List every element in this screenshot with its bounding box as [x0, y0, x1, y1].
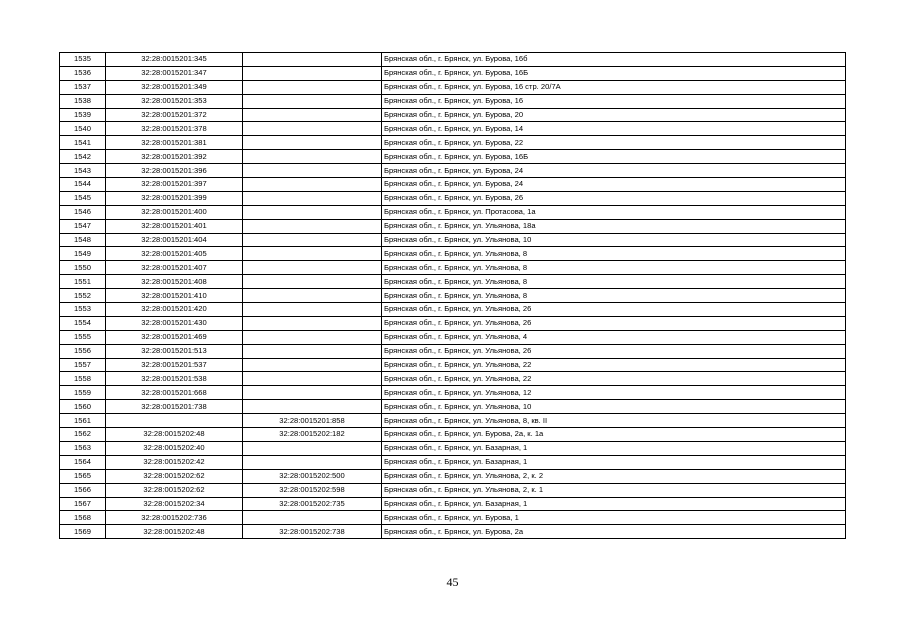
address-cell: Брянская обл., г. Брянск, ул. Бурова, 2а, к. 1а [382, 428, 846, 442]
premises-cadastral-number-cell [243, 441, 382, 455]
table-row [60, 261, 846, 275]
cadastral-number-cell: 32:28:0015201:405 [106, 247, 243, 261]
row-number-cell: 1556 [60, 344, 106, 358]
table-row [60, 386, 846, 400]
table-row [60, 233, 846, 247]
address-cell: Брянская обл., г. Брянск, ул. Бурова, 16 стр. 20/7А [382, 80, 846, 94]
address-cell: Брянская обл., г. Брянск, ул. Ульянова, 26 [382, 344, 846, 358]
premises-cadastral-number-cell [243, 122, 382, 136]
row-number-cell: 1539 [60, 108, 106, 122]
row-number-cell: 1535 [60, 53, 106, 67]
cadastral-number-cell: 32:28:0015202:62 [106, 469, 243, 483]
premises-cadastral-number-cell: 32:28:0015202:738 [243, 525, 382, 539]
row-number-cell: 1566 [60, 483, 106, 497]
table-row [60, 191, 846, 205]
table-row [60, 428, 846, 442]
address-cell: Брянская обл., г. Брянск, ул. Базарная, 1 [382, 455, 846, 469]
row-number-cell: 1559 [60, 386, 106, 400]
address-cell: Брянская обл., г. Брянск, ул. Ульянова, 8 [382, 289, 846, 303]
cadastral-number-cell: 32:28:0015201:347 [106, 66, 243, 80]
cadastral-number-cell: 32:28:0015201:399 [106, 191, 243, 205]
address-cell: Брянская обл., г. Брянск, ул. Ульянова, 8 [382, 275, 846, 289]
table-row [60, 316, 846, 330]
table-row [60, 289, 846, 303]
premises-cadastral-number-cell [243, 400, 382, 414]
address-cell: Брянская обл., г. Брянск, ул. Ульянова, 10 [382, 400, 846, 414]
row-number-cell: 1536 [60, 66, 106, 80]
premises-cadastral-number-cell [243, 191, 382, 205]
cadastral-number-cell: 32:28:0015201:372 [106, 108, 243, 122]
table-row [60, 219, 846, 233]
cadastral-number-cell: 32:28:0015201:397 [106, 178, 243, 192]
cadastral-number-cell: 32:28:0015202:62 [106, 483, 243, 497]
table-row [60, 330, 846, 344]
address-cell: Брянская обл., г. Брянск, ул. Бурова, 1 [382, 511, 846, 525]
cadastral-number-cell: 32:28:0015201:378 [106, 122, 243, 136]
table-row [60, 400, 846, 414]
premises-cadastral-number-cell [243, 386, 382, 400]
row-number-cell: 1565 [60, 469, 106, 483]
row-number-cell: 1547 [60, 219, 106, 233]
row-number-cell: 1537 [60, 80, 106, 94]
address-cell: Брянская обл., г. Брянск, ул. Ульянова, 26 [382, 316, 846, 330]
row-number-cell: 1545 [60, 191, 106, 205]
premises-cadastral-number-cell [243, 164, 382, 178]
premises-cadastral-number-cell [243, 303, 382, 317]
premises-cadastral-number-cell [243, 358, 382, 372]
address-cell: Брянская обл., г. Брянск, ул. Базарная, 1 [382, 441, 846, 455]
table-row [60, 344, 846, 358]
table-row [60, 483, 846, 497]
cadastral-number-cell: 32:28:0015201:407 [106, 261, 243, 275]
cadastral-number-cell: 32:28:0015201:392 [106, 150, 243, 164]
address-cell: Брянская обл., г. Брянск, ул. Бурова, 14 [382, 122, 846, 136]
table-row [60, 94, 846, 108]
address-cell: Брянская обл., г. Брянск, ул. Бурова, 16Б [382, 66, 846, 80]
table-row [60, 455, 846, 469]
premises-cadastral-number-cell [243, 372, 382, 386]
table-row [60, 525, 846, 539]
table-row [60, 178, 846, 192]
premises-cadastral-number-cell [243, 178, 382, 192]
address-cell: Брянская обл., г. Брянск, ул. Ульянова, 2, к. 2 [382, 469, 846, 483]
premises-cadastral-number-cell [243, 233, 382, 247]
cadastral-number-cell: 32:28:0015201:349 [106, 80, 243, 94]
row-number-cell: 1546 [60, 205, 106, 219]
address-cell: Брянская обл., г. Брянск, ул. Протасова, 1а [382, 205, 846, 219]
address-cell: Брянская обл., г. Брянск, ул. Бурова, 24 [382, 178, 846, 192]
table-row [60, 303, 846, 317]
cadastral-number-cell: 32:28:0015201:353 [106, 94, 243, 108]
address-cell: Брянская обл., г. Брянск, ул. Ульянова, 8 [382, 261, 846, 275]
address-cell: Брянская обл., г. Брянск, ул. Ульянова, 10 [382, 233, 846, 247]
premises-cadastral-number-cell: 32:28:0015202:598 [243, 483, 382, 497]
cadastral-number-cell: 32:28:0015201:400 [106, 205, 243, 219]
table-row [60, 441, 846, 455]
row-number-cell: 1557 [60, 358, 106, 372]
table-row [60, 372, 846, 386]
address-cell: Брянская обл., г. Брянск, ул. Бурова, 16 [382, 94, 846, 108]
row-number-cell: 1542 [60, 150, 106, 164]
cadastral-number-cell: 32:28:0015201:381 [106, 136, 243, 150]
table-row [60, 108, 846, 122]
cadastral-number-cell: 32:28:0015201:668 [106, 386, 243, 400]
address-cell: Брянская обл., г. Брянск, ул. Ульянова, 18а [382, 219, 846, 233]
premises-cadastral-number-cell [243, 344, 382, 358]
address-cell: Брянская обл., г. Брянск, ул. Бурова, 2а [382, 525, 846, 539]
row-number-cell: 1558 [60, 372, 106, 386]
table-row [60, 205, 846, 219]
table-row [60, 497, 846, 511]
premises-cadastral-number-cell [243, 511, 382, 525]
cadastral-number-cell: 32:28:0015201:408 [106, 275, 243, 289]
table-row [60, 511, 846, 525]
premises-cadastral-number-cell [243, 275, 382, 289]
table-row [60, 164, 846, 178]
cadastral-number-cell: 32:28:0015201:430 [106, 316, 243, 330]
row-number-cell: 1549 [60, 247, 106, 261]
premises-cadastral-number-cell [243, 316, 382, 330]
address-cell: Брянская обл., г. Брянск, ул. Ульянова, 8, кв. II [382, 414, 846, 428]
cadastral-number-cell: 32:28:0015202:40 [106, 441, 243, 455]
cadastral-number-cell: 32:28:0015201:401 [106, 219, 243, 233]
cadastral-number-cell: 32:28:0015201:420 [106, 303, 243, 317]
premises-cadastral-number-cell [243, 80, 382, 94]
cadastral-number-cell: 32:28:0015201:345 [106, 53, 243, 67]
row-number-cell: 1564 [60, 455, 106, 469]
premises-cadastral-number-cell: 32:28:0015202:182 [243, 428, 382, 442]
cadastral-number-cell: 32:28:0015201:538 [106, 372, 243, 386]
table-row [60, 122, 846, 136]
row-number-cell: 1555 [60, 330, 106, 344]
registry-table [59, 52, 846, 539]
premises-cadastral-number-cell [243, 108, 382, 122]
row-number-cell: 1554 [60, 316, 106, 330]
row-number-cell: 1560 [60, 400, 106, 414]
row-number-cell: 1563 [60, 441, 106, 455]
address-cell: Брянская обл., г. Брянск, ул. Ульянова, 12 [382, 386, 846, 400]
table-row [60, 150, 846, 164]
row-number-cell: 1540 [60, 122, 106, 136]
cadastral-number-cell: 32:28:0015201:537 [106, 358, 243, 372]
address-cell: Брянская обл., г. Брянск, ул. Базарная, 1 [382, 497, 846, 511]
row-number-cell: 1541 [60, 136, 106, 150]
row-number-cell: 1543 [60, 164, 106, 178]
cadastral-number-cell: 32:28:0015201:469 [106, 330, 243, 344]
table-row [60, 80, 846, 94]
address-cell: Брянская обл., г. Брянск, ул. Ульянова, 4 [382, 330, 846, 344]
premises-cadastral-number-cell [243, 455, 382, 469]
cadastral-number-cell: 32:28:0015201:513 [106, 344, 243, 358]
table-row [60, 275, 846, 289]
registry-table-body [60, 53, 846, 539]
row-number-cell: 1552 [60, 289, 106, 303]
address-cell: Брянская обл., г. Брянск, ул. Ульянова, 22 [382, 372, 846, 386]
page-number: 45 [446, 575, 459, 589]
premises-cadastral-number-cell [243, 136, 382, 150]
table-row [60, 247, 846, 261]
premises-cadastral-number-cell [243, 150, 382, 164]
table-row [60, 53, 846, 67]
premises-cadastral-number-cell [243, 205, 382, 219]
address-cell: Брянская обл., г. Брянск, ул. Бурова, 20 [382, 108, 846, 122]
row-number-cell: 1562 [60, 428, 106, 442]
cadastral-number-cell: 32:28:0015201:396 [106, 164, 243, 178]
premises-cadastral-number-cell [243, 53, 382, 67]
row-number-cell: 1551 [60, 275, 106, 289]
address-cell: Брянская обл., г. Брянск, ул. Бурова, 16Б [382, 150, 846, 164]
row-number-cell: 1569 [60, 525, 106, 539]
row-number-cell: 1538 [60, 94, 106, 108]
premises-cadastral-number-cell: 32:28:0015202:500 [243, 469, 382, 483]
row-number-cell: 1550 [60, 261, 106, 275]
cadastral-number-cell: 32:28:0015202:42 [106, 455, 243, 469]
table-row [60, 358, 846, 372]
table-row [60, 414, 846, 428]
row-number-cell: 1544 [60, 178, 106, 192]
table-row [60, 136, 846, 150]
address-cell: Брянская обл., г. Брянск, ул. Ульянова, 2, к. 1 [382, 483, 846, 497]
cadastral-number-cell: 32:28:0015202:48 [106, 525, 243, 539]
cadastral-number-cell: 32:28:0015201:410 [106, 289, 243, 303]
row-number-cell: 1548 [60, 233, 106, 247]
premises-cadastral-number-cell [243, 261, 382, 275]
row-number-cell: 1553 [60, 303, 106, 317]
address-cell: Брянская обл., г. Брянск, ул. Бурова, 22 [382, 136, 846, 150]
address-cell: Брянская обл., г. Брянск, ул. Бурова, 16б [382, 53, 846, 67]
premises-cadastral-number-cell [243, 219, 382, 233]
premises-cadastral-number-cell: 32:28:0015201:858 [243, 414, 382, 428]
premises-cadastral-number-cell [243, 330, 382, 344]
cadastral-number-cell [106, 414, 243, 428]
row-number-cell: 1567 [60, 497, 106, 511]
cadastral-number-cell: 32:28:0015201:738 [106, 400, 243, 414]
premises-cadastral-number-cell: 32:28:0015202:735 [243, 497, 382, 511]
cadastral-number-cell: 32:28:0015202:48 [106, 428, 243, 442]
premises-cadastral-number-cell [243, 247, 382, 261]
row-number-cell: 1561 [60, 414, 106, 428]
address-cell: Брянская обл., г. Брянск, ул. Бурова, 26 [382, 191, 846, 205]
address-cell: Брянская обл., г. Брянск, ул. Ульянова, 8 [382, 247, 846, 261]
cadastral-number-cell: 32:28:0015202:736 [106, 511, 243, 525]
cadastral-number-cell: 32:28:0015201:404 [106, 233, 243, 247]
premises-cadastral-number-cell [243, 66, 382, 80]
row-number-cell: 1568 [60, 511, 106, 525]
table-row [60, 469, 846, 483]
address-cell: Брянская обл., г. Брянск, ул. Бурова, 24 [382, 164, 846, 178]
address-cell: Брянская обл., г. Брянск, ул. Ульянова, 26 [382, 303, 846, 317]
table-row [60, 66, 846, 80]
premises-cadastral-number-cell [243, 289, 382, 303]
premises-cadastral-number-cell [243, 94, 382, 108]
address-cell: Брянская обл., г. Брянск, ул. Ульянова, 22 [382, 358, 846, 372]
cadastral-number-cell: 32:28:0015202:34 [106, 497, 243, 511]
